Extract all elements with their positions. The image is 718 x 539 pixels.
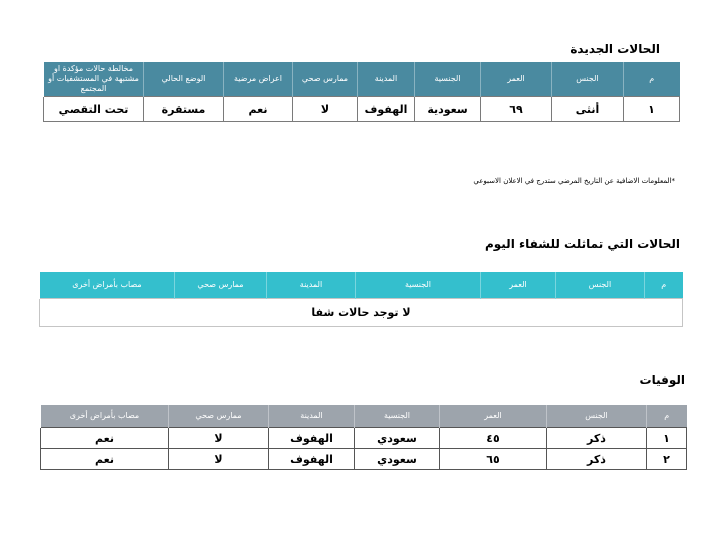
column-header: العمر <box>481 62 552 97</box>
footnote: *المعلومات الاضافية عن التاريخ المرضي ستدرج في الاعلان الاسبوعي <box>473 177 675 185</box>
table-cell: ٢ <box>647 449 687 470</box>
deaths-title: الوفيات <box>639 373 685 387</box>
table-cell: نعم <box>224 97 293 122</box>
table-cell: تحت التقصي <box>44 97 144 122</box>
column-header: الجنس <box>547 405 647 428</box>
table-cell: ذكر <box>547 428 647 449</box>
table-cell: الهفوف <box>358 97 415 122</box>
column-header: ممارس صحي <box>169 405 269 428</box>
new-cases-header-row <box>44 62 680 97</box>
new-cases-body <box>44 97 680 122</box>
new-cases-title: الحالات الجديدة <box>570 42 660 56</box>
table-cell: سعودي <box>355 428 440 449</box>
table-cell: الهفوف <box>269 449 355 470</box>
column-header: الجنس <box>552 62 624 97</box>
column-header: مصاب بأمراض أخرى <box>40 272 175 299</box>
deaths-table <box>40 405 687 470</box>
column-header: ممارس صحي <box>175 272 267 299</box>
table-cell: سعودي <box>355 449 440 470</box>
table-cell: لا <box>169 428 269 449</box>
table-cell: مستقرة <box>144 97 224 122</box>
table-row <box>41 449 687 470</box>
table-cell: الهفوف <box>269 428 355 449</box>
recovered-table <box>39 272 683 327</box>
table-cell: ٦٩ <box>481 97 552 122</box>
column-header: اعراض مرضية <box>224 62 293 97</box>
deaths-header-row <box>41 405 687 428</box>
column-header: المدينة <box>267 272 356 299</box>
column-header: مصاب بأمراض أخرى <box>41 405 169 428</box>
column-header: م <box>624 62 680 97</box>
new-cases-table <box>43 62 680 122</box>
table-cell: ١ <box>647 428 687 449</box>
table-cell: ١ <box>624 97 680 122</box>
table-row <box>40 299 683 327</box>
column-header: العمر <box>481 272 556 299</box>
column-header: م <box>645 272 683 299</box>
table-row <box>41 428 687 449</box>
column-header: المدينة <box>269 405 355 428</box>
deaths-body <box>41 428 687 470</box>
column-header: مخالطة حالات مؤكدة او مشتبهة في المستشفيات أو المجتمع <box>44 62 144 97</box>
table-cell: ٤٥ <box>440 428 547 449</box>
empty-message: لا توجد حالات شفا <box>40 299 683 327</box>
table-cell: سعودية <box>415 97 481 122</box>
table-row <box>44 97 680 122</box>
column-header: العمر <box>440 405 547 428</box>
table-cell: ٦٥ <box>440 449 547 470</box>
column-header: الجنسية <box>415 62 481 97</box>
column-header: الجنس <box>556 272 645 299</box>
column-header: م <box>647 405 687 428</box>
table-cell: لا <box>293 97 358 122</box>
table-cell: أنثى <box>552 97 624 122</box>
column-header: الوضع الحالي <box>144 62 224 97</box>
table-cell: ذكر <box>547 449 647 470</box>
table-cell: لا <box>169 449 269 470</box>
table-cell: نعم <box>41 449 169 470</box>
column-header: المدينة <box>358 62 415 97</box>
column-header: ممارس صحي <box>293 62 358 97</box>
table-cell: نعم <box>41 428 169 449</box>
column-header: الجنسية <box>356 272 481 299</box>
recovered-header-row <box>40 272 683 299</box>
column-header: الجنسية <box>355 405 440 428</box>
recovered-title: الحالات التي تماثلت للشفاء اليوم <box>484 237 680 251</box>
